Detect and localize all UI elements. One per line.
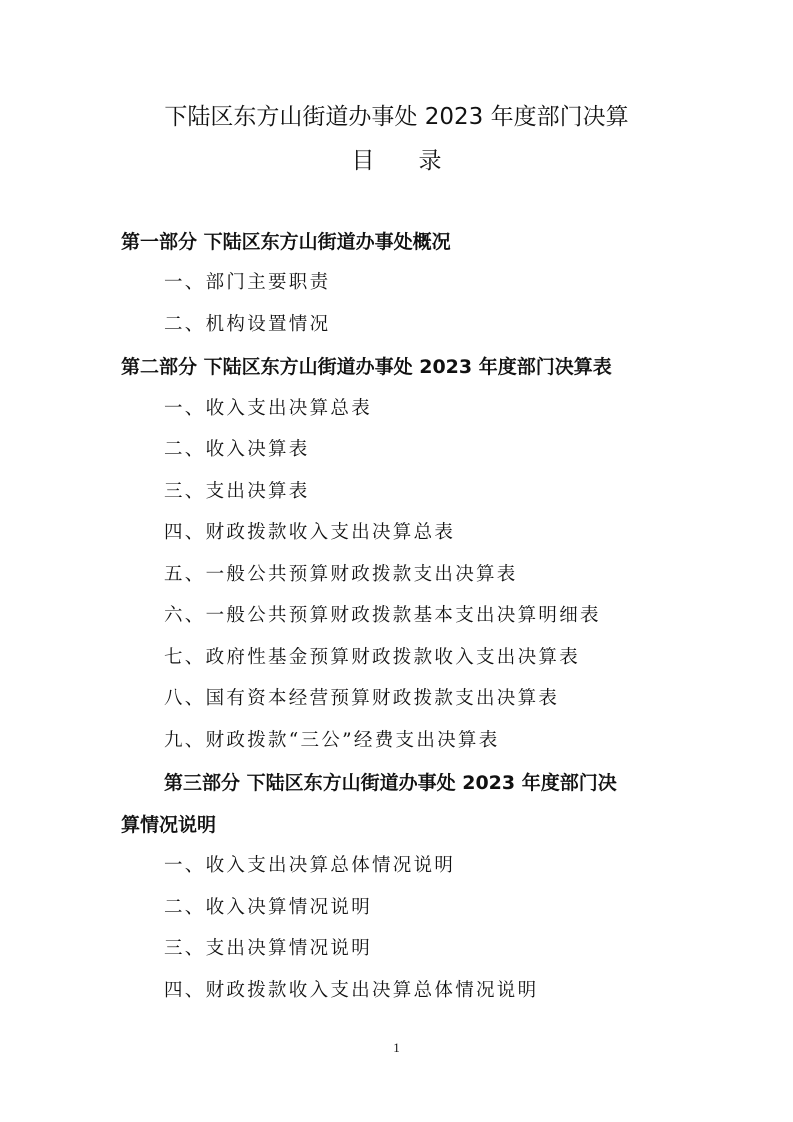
- part2-item-1: 一、收入支出决算总表: [164, 398, 373, 419]
- part2-item-8: 八、国有资本经营预算财政拨款支出决算表: [164, 688, 560, 709]
- part2-heading: 第二部分 下陆区东方山街道办事处 2023 年度部门决算表: [121, 356, 612, 378]
- part2-item-7: 七、政府性基金预算财政拨款收入支出决算表: [164, 647, 581, 668]
- part2-item-4: 四、财政拨款收入支出决算总表: [164, 522, 456, 543]
- part3-item-4: 四、财政拨款收入支出决算总体情况说明: [164, 980, 539, 1001]
- part3-item-3: 三、支出决算情况说明: [164, 938, 373, 959]
- part3-item-2: 二、收入决算情况说明: [164, 897, 373, 918]
- toc-heading: [0, 146, 793, 176]
- document-title: 下陆区东方山街道办事处 2023 年度部门决算: [164, 104, 629, 130]
- part1-heading: 第一部分 下陆区东方山街道办事处概况: [121, 231, 451, 253]
- part2-item-2: 二、收入决算表: [164, 439, 310, 460]
- part3-item-1: 一、收入支出决算总体情况说明: [164, 855, 456, 876]
- part2-item-9: 九、财政拨款“三公”经费支出决算表: [164, 730, 500, 751]
- page-number: 1: [393, 1040, 400, 1055]
- part1-item-2: 二、机构设置情况: [164, 314, 331, 335]
- part1-item-1: 一、部门主要职责: [164, 272, 331, 293]
- part2-item-5: 五、一般公共预算财政拨款支出决算表: [164, 564, 518, 585]
- toc-heading-left: 目: [351, 148, 375, 174]
- part3-heading-line2: 算情况说明: [121, 814, 217, 836]
- part2-item-3: 三、支出决算表: [164, 481, 310, 502]
- part2-item-6: 六、一般公共预算财政拨款基本支出决算明细表: [164, 605, 601, 626]
- toc-heading-right: 录: [418, 148, 442, 174]
- part3-heading-line1: 第三部分 下陆区东方山街道办事处 2023 年度部门决: [164, 772, 617, 794]
